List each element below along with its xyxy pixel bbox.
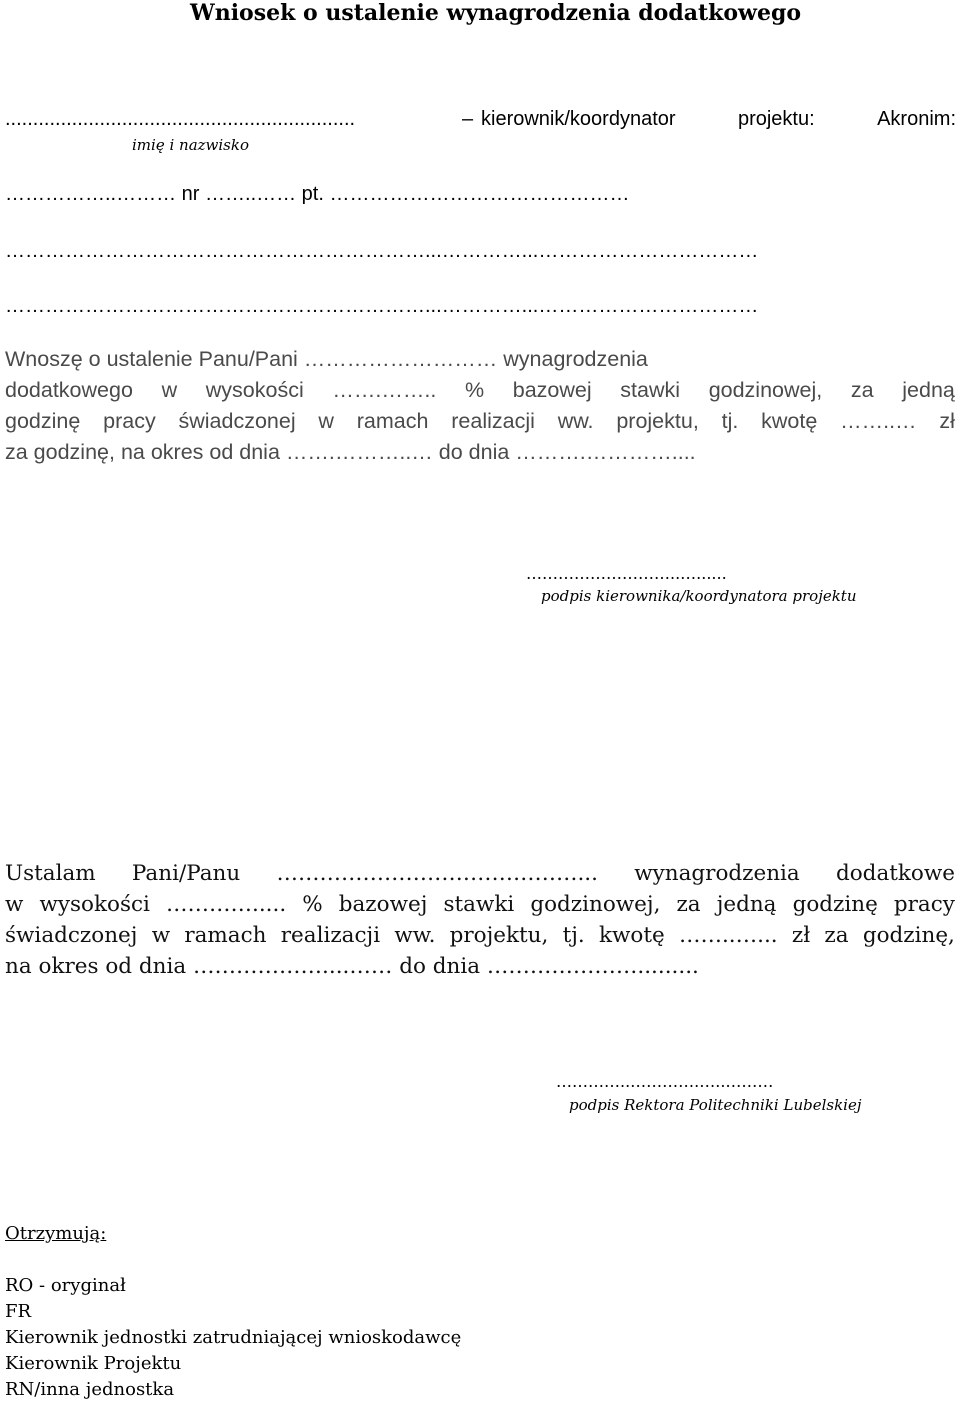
- recipient-item: RO - oryginał: [5, 1275, 126, 1296]
- recipient-item: Kierownik jednostki zatrudniającej wnioskodawcę: [5, 1327, 462, 1348]
- request-paragraph: [5, 344, 955, 468]
- paragraph-text: godzinę: [5, 409, 81, 433]
- paragraph-line: [5, 858, 955, 889]
- recipient-item: RN/inna jednostka: [5, 1379, 175, 1400]
- paragraph-text: stawki: [443, 892, 515, 917]
- header-dash: –: [462, 108, 474, 130]
- paragraph-text: w: [161, 378, 178, 402]
- paragraph-line: [5, 951, 955, 982]
- paragraph-text: bazowej: [512, 378, 592, 402]
- paragraph-line: [5, 437, 955, 468]
- paragraph-text: Wnoszę o ustalenie Panu/Pani ……………………… wynagrodzenia: [5, 347, 648, 371]
- paragraph-text: projektu,: [449, 923, 549, 948]
- paragraph-text: %: [302, 892, 323, 917]
- paragraph-text: kwotę: [761, 409, 818, 433]
- paragraph-text: wysokości: [39, 892, 150, 917]
- role-label: [481, 108, 956, 131]
- paragraph-text: stawki: [620, 378, 681, 402]
- paragraph-text: ……………………………………...: [276, 861, 598, 886]
- project-title-line: ………………………………………………………...…………...……………………………: [5, 295, 759, 317]
- paragraph-text: realizacji: [280, 923, 381, 948]
- project-title-line: ………………………………………………………...…………...……………………………: [5, 240, 759, 262]
- paragraph-text: pracy: [103, 409, 156, 433]
- paragraph-text: świadczonej: [5, 923, 138, 948]
- paragraph-text: …….……..: [332, 378, 437, 402]
- paragraph-text: jedną: [716, 892, 777, 917]
- paragraph-text: godzinę,: [862, 923, 955, 948]
- paragraph-text: za godzinę, na okres od dnia …….………..… do dnia ……….…………....: [5, 440, 696, 464]
- paragraph-text: Pani/Panu: [131, 861, 241, 886]
- paragraph-text: dodatkowe: [835, 861, 955, 886]
- decision-paragraph: [5, 858, 955, 982]
- paragraph-line: [5, 375, 955, 406]
- rector-signature-dots: …………..………….…..………: [556, 1072, 774, 1091]
- rector-signature-caption: podpis Rektora Politechniki Lubelskiej: [569, 1096, 862, 1114]
- paragraph-text: godzinowej,: [530, 892, 661, 917]
- paragraph-text: ……..…: [840, 409, 917, 433]
- paragraph-text: jedną: [902, 378, 955, 402]
- paragraph-text: zł: [791, 923, 811, 948]
- paragraph-text: godzinę: [792, 892, 878, 917]
- paragraph-text: ………….....: [165, 892, 287, 917]
- project-number-line: ……………..……… nr ……..…… pt. ………………………………………: [5, 183, 630, 205]
- paragraph-text: w: [151, 923, 171, 948]
- paragraph-text: na okres od dnia ………………....…… do dnia ………………….........: [5, 954, 699, 979]
- paragraph-text: za: [850, 378, 874, 402]
- coordinator-signature-dots: ………………………..…......: [526, 564, 727, 583]
- paragraph-line: [5, 344, 955, 375]
- paragraph-text: za: [676, 892, 701, 917]
- paragraph-text: bazowej: [338, 892, 428, 917]
- paragraph-line: [5, 920, 955, 951]
- paragraph-text: wynagrodzenia: [634, 861, 800, 886]
- paragraph-text: ramach: [184, 923, 267, 948]
- document-title: Wniosek o ustalenie wynagrodzenia dodatkowego: [190, 0, 802, 26]
- paragraph-text: w: [5, 892, 24, 917]
- paragraph-text: godzinowej,: [708, 378, 823, 402]
- paragraph-text: ramach: [356, 409, 429, 433]
- paragraph-text: ……..…...: [678, 923, 778, 948]
- paragraph-text: pracy: [893, 892, 955, 917]
- paragraph-text: tj.: [721, 409, 739, 433]
- paragraph-text: ww.: [394, 923, 436, 948]
- paragraph-text: %: [464, 378, 485, 402]
- paragraph-text: dodatkowego: [5, 378, 133, 402]
- name-caption: imię i nazwisko: [132, 136, 249, 154]
- paragraph-text: kwotę: [598, 923, 665, 948]
- paragraph-text: Ustalam: [5, 861, 96, 886]
- role-word: projektu:: [737, 108, 815, 130]
- paragraph-line: [5, 406, 955, 437]
- paragraph-text: tj.: [562, 923, 585, 948]
- coordinator-signature-caption: podpis kierownika/koordynatora projektu: [541, 587, 857, 605]
- paragraph-text: świadczonej: [178, 409, 296, 433]
- paragraph-text: wysokości: [205, 378, 304, 402]
- paragraph-text: zł: [939, 409, 955, 433]
- recipient-item: Kierownik Projektu: [5, 1353, 182, 1374]
- paragraph-text: za: [824, 923, 849, 948]
- paragraph-line: [5, 889, 955, 920]
- paragraph-text: w: [318, 409, 334, 433]
- name-dots-field: ...............................................................: [5, 108, 356, 130]
- paragraph-text: ww.: [557, 409, 594, 433]
- paragraph-text: realizacji: [451, 409, 535, 433]
- role-word: Akronim:: [877, 108, 956, 130]
- recipient-item: FR: [5, 1301, 32, 1322]
- role-word: kierownik/koordynator: [481, 108, 676, 130]
- recipients-list: [5, 1273, 461, 1403]
- recipients-heading: Otrzymują:: [5, 1223, 107, 1244]
- paragraph-text: projektu,: [616, 409, 699, 433]
